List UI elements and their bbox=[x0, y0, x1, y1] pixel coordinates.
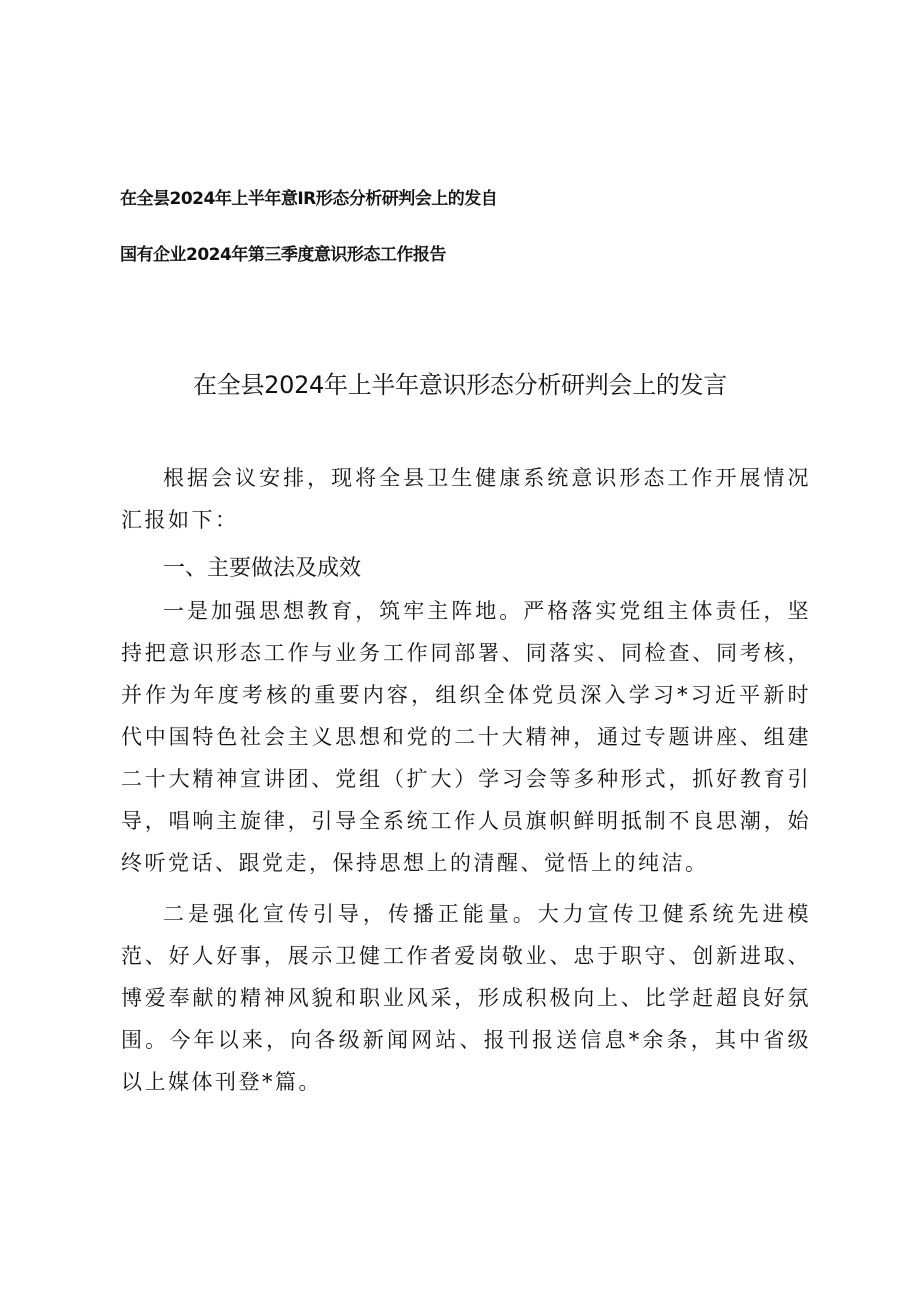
toc-entry-2: 国有企业2024年第三季度意识形态工作报告 bbox=[120, 245, 446, 265]
intro-paragraph: 根据会议安排，现将全县卫生健康系统意识形态工作开展情况汇报如下： bbox=[121, 466, 811, 532]
document-title: 在全县2024年上半年意识形态分析研判会上的发言 bbox=[193, 371, 727, 399]
section-heading-1: 一、主要做法及成效 bbox=[163, 556, 362, 581]
body-paragraph-1: 一是加强思想教育，筑牢主阵地。严格落实党组主体责任，坚持把意识形态工作与业务工作同部署、同落实、同检查、同考核，并作为年度考核的重要内容，组织全体党员深入学习*习近平新时代中国特色社会主义思想和党的二十大精神，通过专题讲座、组建二十大精神宣讲团、党组（扩大）学习会等多种形式，抓好教育引导，唱响主旋律，引导全系统工作人员旗帜鲜明抵制不良思潮，始终听党话、跟党走，保持思想上的清醒、觉悟上的纯洁。 bbox=[121, 599, 811, 875]
toc-entry-1: 在全昙2024年上半年意IR形态分析研判会上的发自 bbox=[120, 189, 498, 209]
body-paragraph-2: 二是强化宣传引导，传播正能量。大力宣传卫健系统先进模范、好人好事，展示卫健工作者爱岗敬业、忠于职守、创新进取、博爱奉献的精神风貌和职业风采，形成积极向上、比学赶超良好氛围。今年以来，向各级新闻网站、报刊报送信息*余条，其中省级以上媒体刊登*篇。 bbox=[121, 902, 811, 1094]
